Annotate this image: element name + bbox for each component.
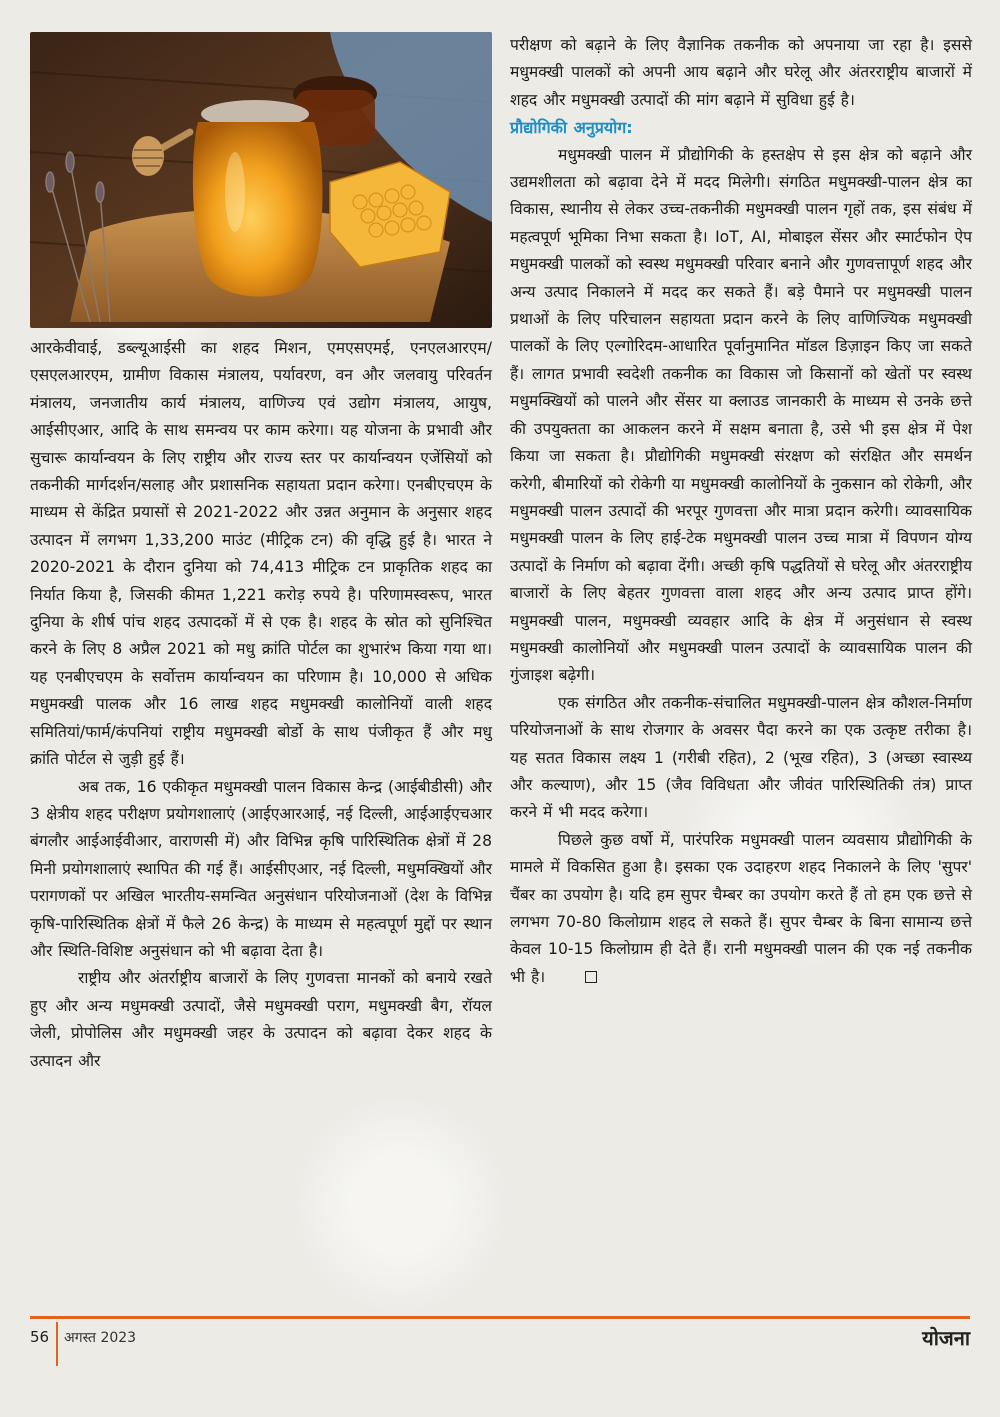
left-paragraph-1: आरकेवीवाई, डब्ल्यूआईसी का शहद मिशन, एमएसएमई, एनएलआरएम/एसएलआरएम, ग्रामीण विकास मंत्रालय, पर्यावरण, वन और जलवायु परिवर्तन मंत्रालय, जनजातीय कार्य मंत्रालय, वाणिज्य एवं उद्योग मंत्रालय, आयुष, आईसीएआर, आदि के साथ समन्वय पर काम करेगा। यह योजना के प्रभावी और सुचारू कार्यान्वयन के लिए राष्ट्रीय और राज्य स्तर पर कार्यान्वयन एजेंसियों को तकनीकी मार्गदर्शन/सलाह और प्रशासनिक सहायता प्रदान करेगा। एनबीएचएम के माध्यम से केंद्रित प्रयासों से 2021-2022 और उन्नत अनुमान के अनुसार शहद उत्पादन में लगभग 1,33,200 माउंट (मीट्रिक टन) की वृद्धि हुई है। भारत ने 2020-2021 के दौरान दुनिया को 74,413 मीट्रिक टन प्राकृतिक शहद का निर्यात किया है, जिसकी कीमत 1,221 करोड़ रुपये है। परिणामस्वरूप, भारत दुनिया के शीर्ष पांच शहद उत्पादकों में से एक है। शहद के स्रोत को सुनिश्चित करने के लिए 8 अप्रैल 2021 को मधु क्रांति पोर्टल का शुभारंभ किया गया था। यह एनबीएचएम के सर्वोत्तम कार्यान्वयन का परिणाम है। 10,000 से अधिक मधुमक्खी पालक और 16 लाख शहद मधुमक्खी कालोनियों वाली शहद समितियां/फार्म/कंपनियां राष्ट्रीय मधुमक्खी बोर्डो के साथ पंजीकृत हैं और मधु क्रांति पोर्टल से जुड़ी हुई हैं। xyxy=(30,339,492,769)
right-intro-paragraph: परीक्षण को बढ़ाने के लिए वैज्ञानिक तकनीक को अपनाया जा रहा है। इससे मधुमक्खी पालकों को अपनी आय बढ़ाने और घरेलू और अंतरराष्ट्रीय बाजारों में शहद और मधुमक्खी उत्पादों की मांग बढ़ाने में सुविधा हुई है। xyxy=(510,36,972,109)
page-number: 56 xyxy=(30,1328,50,1346)
footer-divider xyxy=(56,1322,58,1366)
right-paragraph-3 xyxy=(510,827,972,991)
magazine-name: योजना xyxy=(922,1326,970,1350)
section-heading: प्रौद्योगिकी अनुप्रयोग: xyxy=(510,118,633,138)
page-footer xyxy=(0,1316,1000,1366)
left-paragraph-2: अब तक, 16 एकीकृत मधुमक्खी पालन विकास केन्द्र (आईबीडीसी) और 3 क्षेत्रीय शहद परीक्षण प्रयोगशालाएं (आईएआरआई, नई दिल्ली, आईआईएचआर बंगलौर आईआईवीआर, वाराणसी में) और विभिन्न कृषि पारिस्थितिक क्षेत्रों में 28 मिनी प्रयोगशालाएं स्थापित की गई हैं। आईसीएआर, नई दिल्ली, मधुमक्खियों और परागणकों पर अखिल भारतीय-समन्वित अनुसंधान परियोजनाओं (देश के विभिन्न कृषि-पारिस्थितिक क्षेत्रों में फैले 26 केन्द्र) के माध्यम से महत्वपूर्ण मुद्दों पर स्थान और स्थिति-विशिष्ट अनुसंधान को भी बढ़ावा देता है। xyxy=(30,777,492,960)
footer-rule xyxy=(30,1316,970,1319)
honey-jar-photo xyxy=(30,32,492,328)
right-paragraph-1: मधुमक्खी पालन में प्रौद्योगिकी के हस्तक्षेप से इस क्षेत्र को बढ़ाने और उद्यमशीलता को बढ़ावा देने में मदद मिलेगी। संगठित मधुमक्खी-पालन क्षेत्र का विकास, स्थानीय से लेकर उच्च-तकनीकी मधुमक्खी पालन गृहों तक, इस संबंध में महत्वपूर्ण भूमिका निभा सकता है। IoT, AI, मोबाइल सेंसर और स्मार्टफोन ऐप मधुमक्खी पालकों को स्वस्थ मधुमक्खी परिवार बनाने और गुणवत्तापूर्ण शहद और अन्य उत्पाद निकालने में मदद कर सकते हैं। बड़े पैमाने पर मधुमक्खी पालन प्रथाओं के लिए परिचालन सहायता प्रदान करने के लिए वाणिज्यिक मधुमक्खी पालकों के लिए एल्गोरिदम-आधारित पूर्वानुमानित मॉडल डिज़ाइन किए जा सकते हैं। लागत प्रभावी स्वदेशी तकनीक का विकास जो किसानों को खेतों पर स्वस्थ मधुमक्खियों को पालने और सेंसर या क्लाउड जानकारी के माध्यम से उनके छत्ते की उपयुक्तता का आकलन करने में सक्षम बनाता है, उसे भी इस क्षेत्र में पेश किया जा सकता है। प्रौद्योगिकी मधुमक्खी संरक्षण को संरक्षित और समर्थन करेगी, बीमारियों को रोकेगी या मधुमक्खी कालोनियों के नुकसान को रोकेगी, और मधुमक्खी पालन उत्पादों की भरपूर गुणवत्ता और मात्रा प्रदान करेगी। व्यावसायिक मधुमक्खी पालन के लिए हाई-टेक मधुमक्खी पालन उच्च मात्रा में विपणन योग्य उत्पादों के निर्माण को बढ़ावा देंगी। अच्छी कृषि पद्धतियों से घरेलू और अंतरराष्ट्रीय बाजारों के लिए बेहतर गुणवत्ता वाला शहद और अन्य उत्पाद प्राप्त होंगे। मधुमक्खी पालन, मधुमक्खी व्यवहार आदि के क्षेत्र में अनुसंधान से स्वस्थ मधुमक्खी कालोनियों और मधुमक्खी पालन उत्पादों के व्यावसायिक पालन की गुंजाइश बढ़ेगी। xyxy=(510,145,972,685)
left-paragraph-3: राष्ट्रीय और अंतर्राष्ट्रीय बाजारों के लिए गुणवत्ता मानकों को बनाये रखते हुए और अन्य मधुमक्खी उत्पादों, जैसे मधुमक्खी पराग, मधुमक्खी बैग, रॉयल जेली, प्रोपोलिस और मधुमक्खी जहर के उत्पादन को बढ़ावा देकर शहद के उत्पादन और xyxy=(30,969,492,1070)
end-of-article-icon xyxy=(585,971,597,983)
right-column xyxy=(510,32,972,991)
issue-date: अगस्त 2023 xyxy=(64,1330,137,1346)
right-paragraph-2: एक संगठित और तकनीक-संचालित मधुमक्खी-पालन क्षेत्र कौशल-निर्माण परियोजनाओं के साथ रोजगार के अवसर पैदा करने का एक उत्कृष्ट तरीका है। यह सतत विकास लक्ष्य 1 (गरीबी रहित), 2 (भूख रहित), 3 (अच्छा स्वास्थ्य और कल्याण), और 15 (जैव विविधता और जीवंत पारिस्थितिकी तंत्र) प्राप्त करने में भी मदद करेगा। xyxy=(510,693,972,822)
right-paragraph-3-text: पिछले कुछ वर्षो में, पारंपरिक मधुमक्खी पालन व्यवसाय प्रौद्योगिकी के मामले में विकसित हुआ है। इसका एक उदाहरण शहद निकालने के लिए 'सुपर' चैंबर का उपयोग है। यदि हम सुपर चैम्बर का उपयोग करते हैं तो हम एक छत्ते से लगभग 70-80 किलोग्राम शहद ले सकते हैं। सुपर चैम्बर के बिना सामान्य छत्ते केवल 10-15 किलोग्राम ही देते हैं। रानी मधुमक्खी पालन की एक नई तकनीक भी है। xyxy=(510,830,972,986)
left-column xyxy=(30,335,492,1075)
